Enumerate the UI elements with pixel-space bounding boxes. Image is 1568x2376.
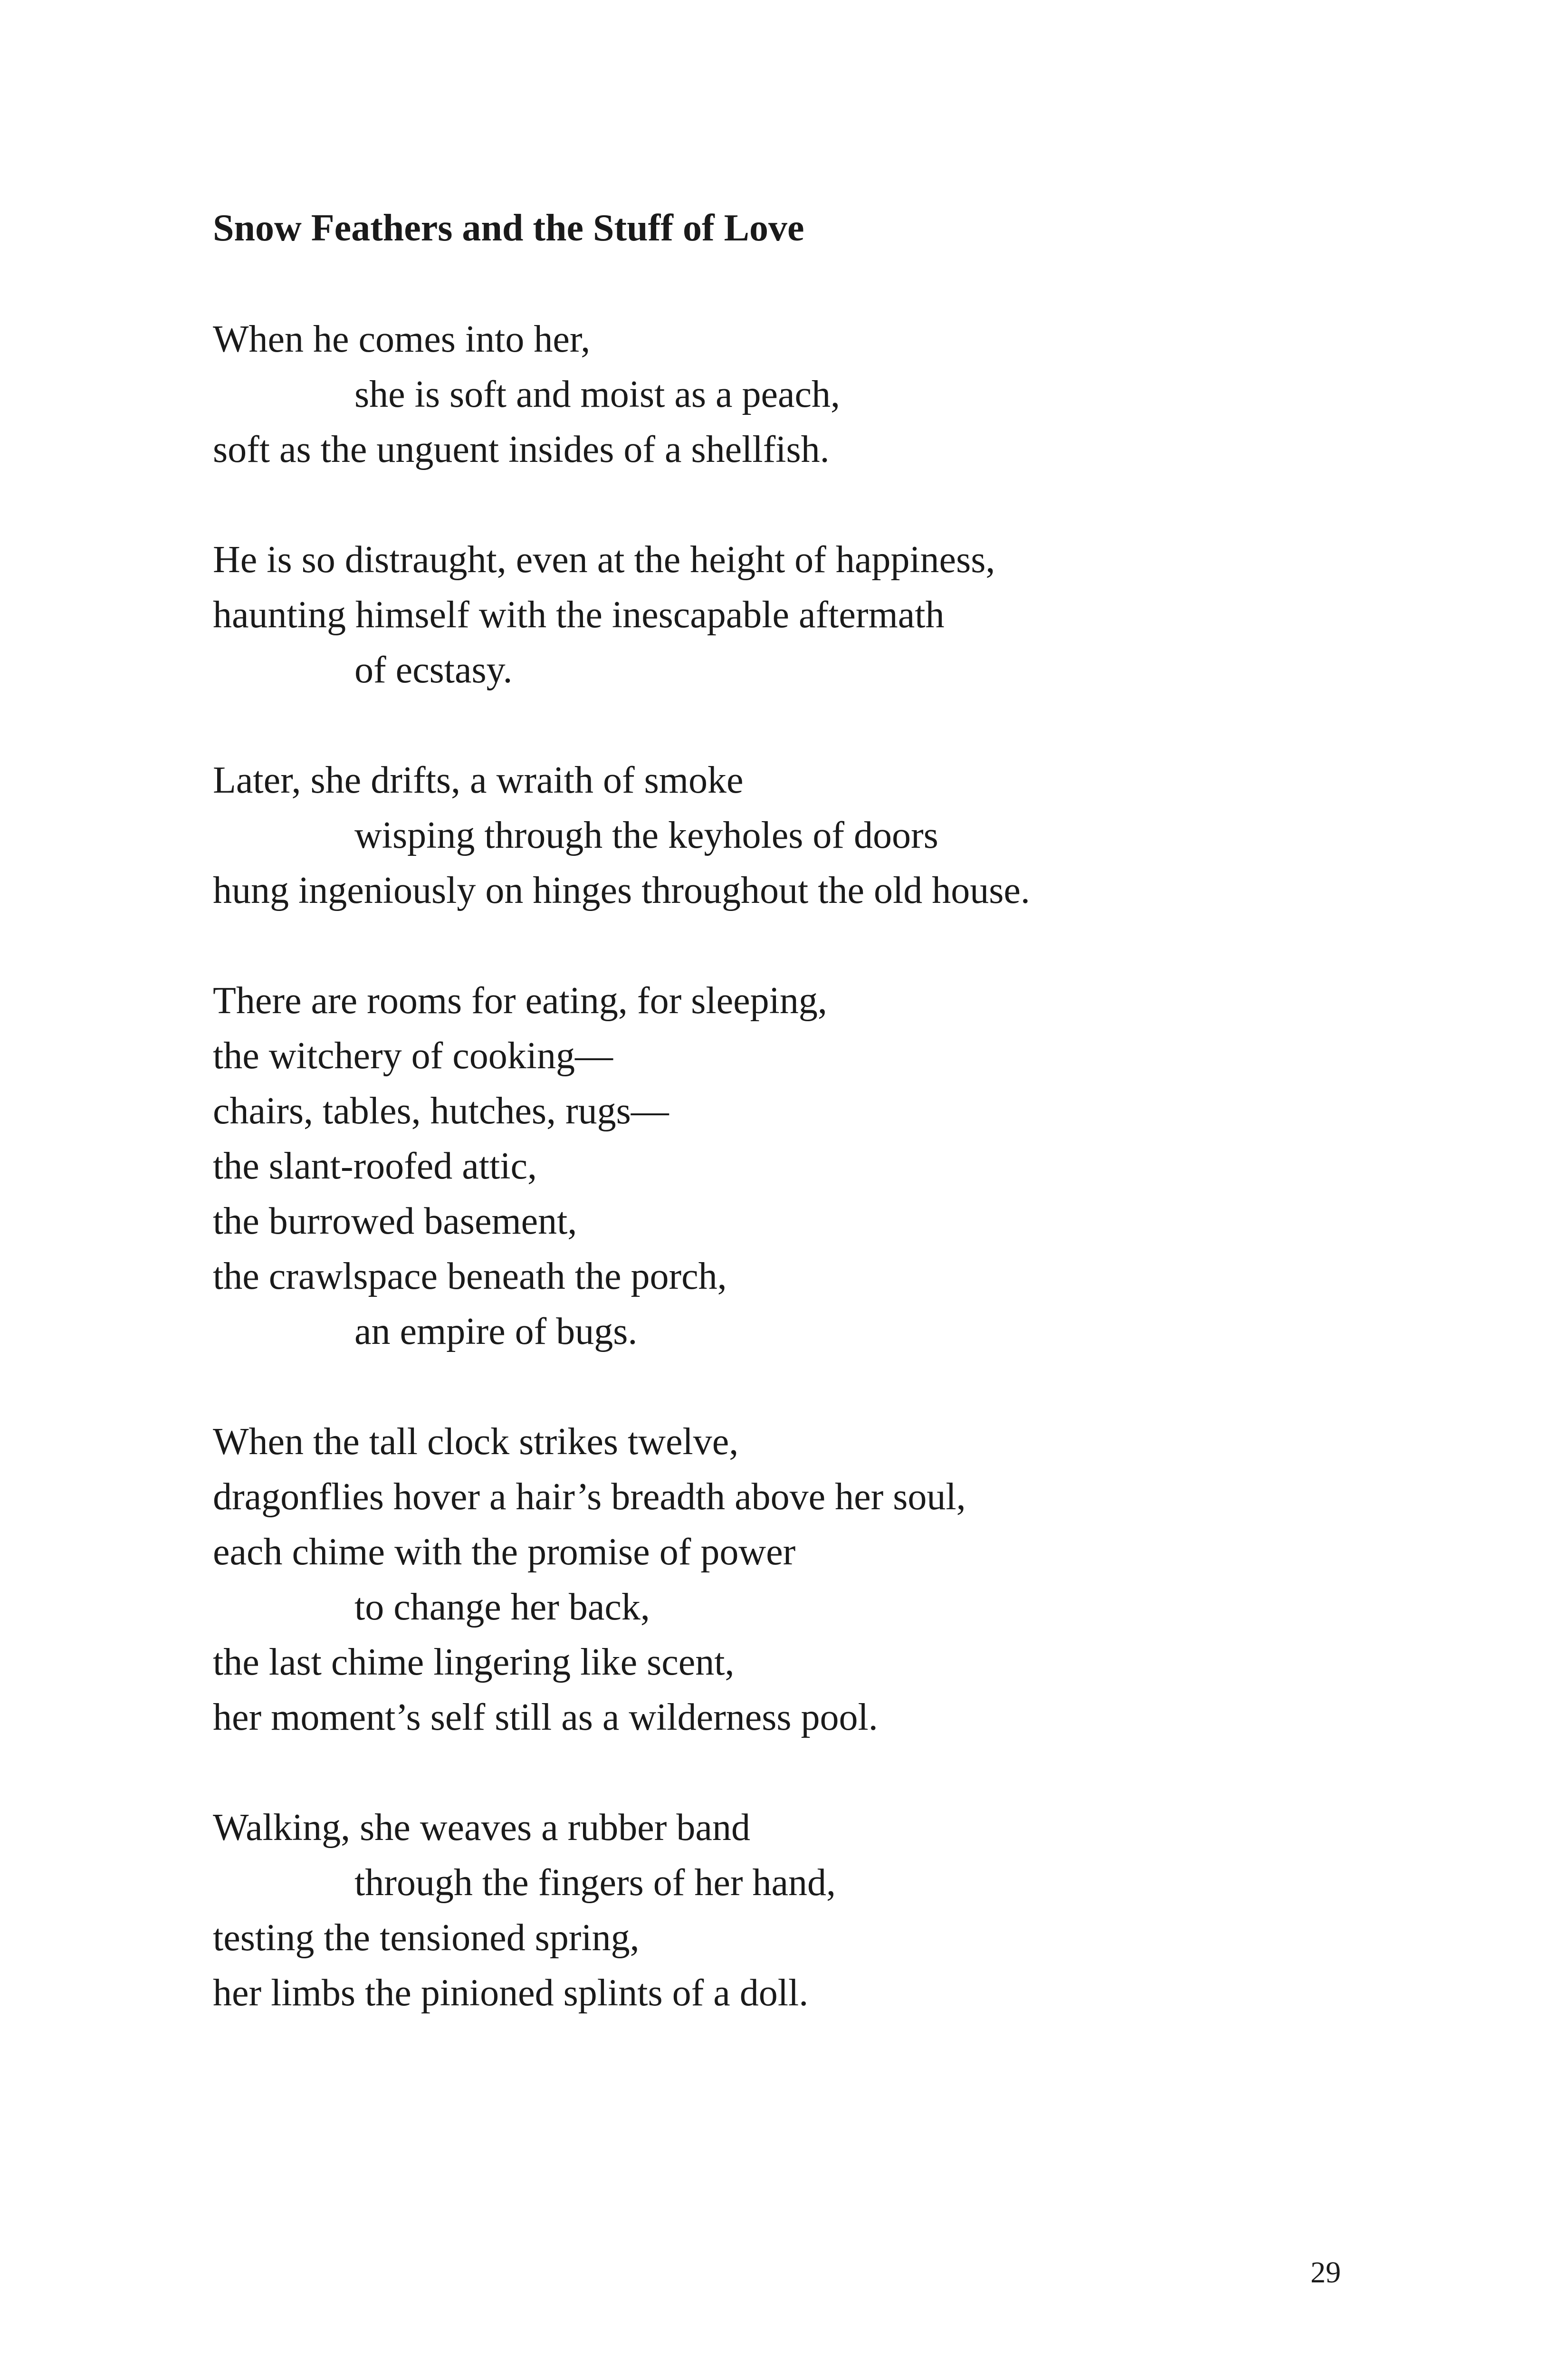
poem-line: He is so distraught, even at the height of happiness, (213, 539, 995, 581)
stanza (213, 1800, 1401, 2021)
poem-line: soft as the unguent insides of a shellfish. (213, 429, 830, 470)
poem-line: When the tall clock strikes twelve, (213, 1421, 739, 1463)
poem-line: the crawlspace beneath the porch, (213, 1255, 727, 1297)
poem-line-indented: to change her back, (354, 1586, 650, 1628)
poem-line: dragonflies hover a hair’s breadth above her soul, (213, 1476, 966, 1518)
poem-body (213, 312, 1401, 2076)
poem-line: each chime with the promise of power (213, 1531, 796, 1573)
poem-line-indented: wisping through the keyholes of doors (354, 814, 938, 856)
poem-line-indented: of ecstasy. (354, 649, 513, 691)
poem-line: her limbs the pinioned splints of a doll. (213, 1972, 809, 2014)
poem-line: the last chime lingering like scent, (213, 1641, 735, 1683)
stanza (213, 973, 1401, 1359)
poem-line-indented: through the fingers of her hand, (354, 1862, 836, 1904)
poem-line: There are rooms for eating, for sleeping, (213, 980, 827, 1022)
poem-line-indented: she is soft and moist as a peach, (354, 374, 840, 415)
poem-line: When he comes into her, (213, 318, 591, 360)
poem-line: haunting himself with the inescapable aftermath (213, 594, 945, 636)
poem-line: testing the tensioned spring, (213, 1917, 640, 1959)
poem-line: her moment’s self still as a wilderness pool. (213, 1696, 878, 1738)
stanza (213, 753, 1401, 918)
stanza (213, 1414, 1401, 1745)
page-number: 29 (1310, 2255, 1341, 2289)
poem-line: Later, she drifts, a wraith of smoke (213, 759, 744, 801)
poem-line: the slant-roofed attic, (213, 1145, 537, 1187)
poem-title: Snow Feathers and the Stuff of Love (213, 207, 804, 249)
poem-line: chairs, tables, hutches, rugs— (213, 1090, 669, 1132)
stanza (213, 532, 1401, 698)
poem-line: hung ingeniously on hinges throughout the old house. (213, 870, 1030, 911)
poem-line: the burrowed basement, (213, 1200, 577, 1242)
poem-line: the witchery of cooking— (213, 1035, 613, 1077)
poem-line-indented: an empire of bugs. (354, 1311, 638, 1352)
stanza (213, 312, 1401, 477)
poem-line: Walking, she weaves a rubber band (213, 1807, 750, 1849)
